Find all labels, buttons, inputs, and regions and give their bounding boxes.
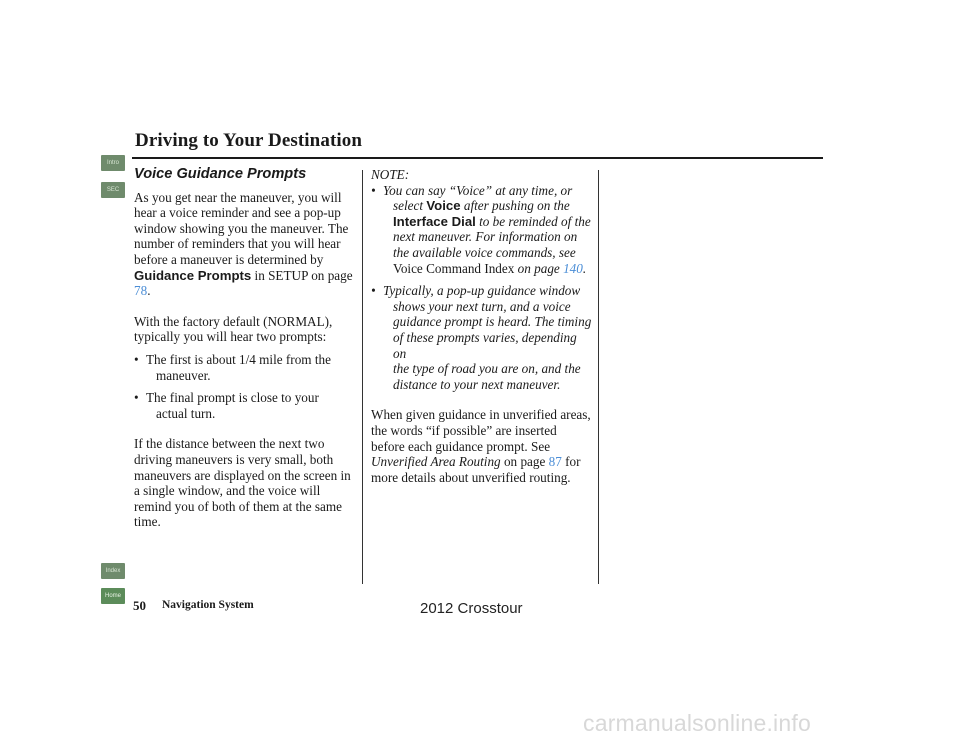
footer-label: Navigation System <box>162 599 254 611</box>
note-2-line4: of these prompts varies, depending on <box>393 329 577 361</box>
note-1-line2 <box>383 198 593 214</box>
column-divider-right <box>598 170 599 584</box>
model-year-label: 2012 Crosstour <box>420 600 523 617</box>
bullet-1-line2: maneuver. <box>156 367 211 383</box>
intro-text-mid: in SETUP on page <box>251 267 353 283</box>
page-87-link[interactable]: 87 <box>548 454 562 470</box>
right-column <box>371 167 593 485</box>
note-1-select: select <box>393 198 427 214</box>
site-watermark: carmanualsonline.info <box>583 710 811 736</box>
bullet-2-line2: actual turn. <box>156 405 216 421</box>
section-heading: Voice Guidance Prompts <box>134 166 307 182</box>
note-2-line6: distance to your next maneuver. <box>393 376 561 392</box>
note-1-line3 <box>383 214 593 230</box>
bullet-icon: • <box>371 182 376 198</box>
unverified-text: When given guidance in unverified areas, the words “if possible” are inserted before each guidance prompt. See <box>371 407 591 454</box>
note-2-line3: guidance prompt is heard. The timing <box>393 314 592 330</box>
sec-tab[interactable]: SEC <box>101 182 125 198</box>
bullet-2-line1: The final prompt is close to your <box>146 390 319 406</box>
intro-tab[interactable]: Intro <box>101 155 125 171</box>
page-title: Driving to Your Destination <box>135 130 363 151</box>
intro-text-end: . <box>147 283 151 299</box>
list-item <box>134 352 354 383</box>
list-item <box>371 183 593 277</box>
note-1-after: after pushing on the <box>460 198 570 214</box>
note-1-line5: the available voice commands, see <box>393 244 576 260</box>
note-1-line6 <box>383 261 593 277</box>
note-1-line1: You can say “Voice” at any time, or <box>383 182 573 198</box>
guidance-prompts-term: Guidance Prompts <box>134 267 252 283</box>
intro-text: As you get near the maneuver, you will hear a voice reminder and see a pop-up window showing you the maneuver. The number of reminders that you will hear before a maneuver is determined by <box>134 189 349 267</box>
page-140-link[interactable]: 140 <box>563 260 583 276</box>
unverified-paragraph <box>371 407 593 485</box>
note-2-line2: shows your next turn, and a voice <box>393 298 571 314</box>
unverified-routing-ref: Unverified Area Routing <box>371 454 501 470</box>
note-1-reminded: to be reminded of the <box>475 213 591 229</box>
default-paragraph: With the factory default (NORMAL), typically you will hear two prompts: <box>134 313 333 345</box>
distance-paragraph: If the distance between the next two driving maneuvers is very small, both maneuvers are displayed on the screen in a single window, and the voice will remind you of both of them at the same time. <box>134 436 351 530</box>
unverified-text-mid: on page <box>500 454 549 470</box>
note-2-line1: Typically, a pop-up guidance window <box>383 283 581 299</box>
home-tab[interactable]: Home <box>101 588 125 604</box>
list-item <box>134 390 354 421</box>
note-1-end: . <box>582 260 587 276</box>
note-2-line5: the type of road you are on, and the <box>393 361 581 377</box>
unverified-text-end: for more details about unverified routing. <box>371 454 581 485</box>
note-heading: NOTE: <box>371 167 410 182</box>
column-divider-left <box>362 170 363 584</box>
note-1-line4: next maneuver. For information on <box>393 229 578 245</box>
page-78-link[interactable]: 78 <box>134 283 148 299</box>
page-number: 50 <box>133 598 146 613</box>
bullet-icon: • <box>134 390 139 406</box>
voice-term: Voice <box>426 198 461 214</box>
voice-command-index-term: Voice Command Index <box>393 260 515 276</box>
intro-paragraph <box>134 190 354 299</box>
title-rule <box>132 157 823 159</box>
list-item <box>371 283 593 392</box>
bullet-icon: • <box>134 351 139 367</box>
bullet-icon: • <box>371 283 376 299</box>
note-1-onpage: on page <box>514 260 564 276</box>
left-column <box>134 167 354 530</box>
bullet-1-line1: The first is about 1/4 mile from the <box>146 351 331 367</box>
interface-dial-term: Interface Dial <box>393 213 476 229</box>
index-tab[interactable]: Index <box>101 563 125 579</box>
